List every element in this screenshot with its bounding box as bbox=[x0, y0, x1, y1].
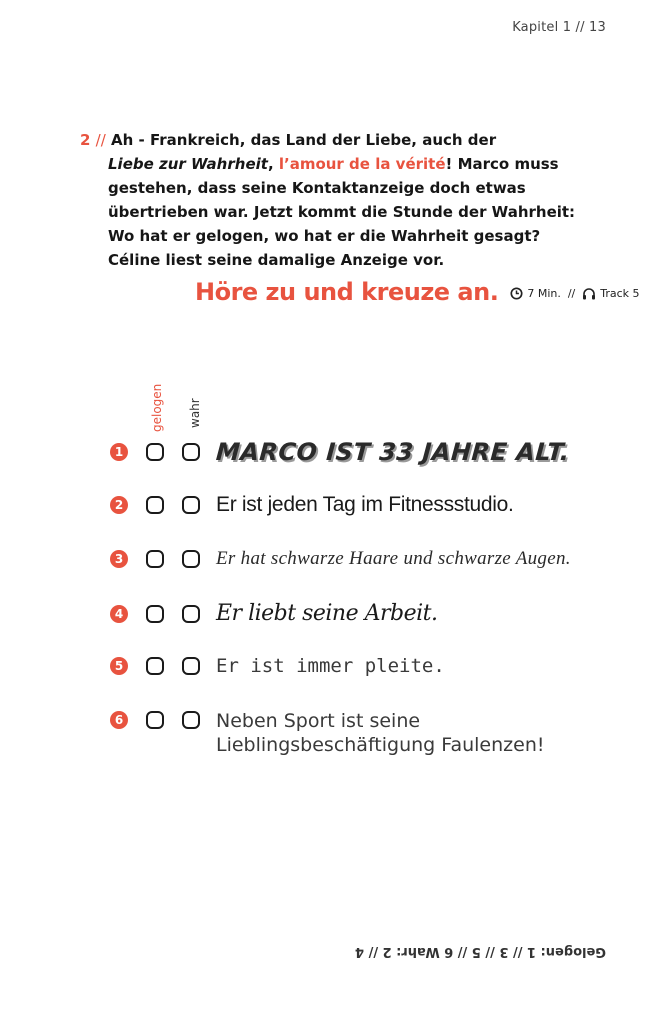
statement-text-6: Neben Sport ist seine Lieblingsbeschäftigung Faulenzen! bbox=[216, 710, 545, 756]
clock-icon bbox=[510, 287, 523, 300]
exercise-number: 2 bbox=[80, 131, 91, 149]
statement-row-1 bbox=[110, 438, 570, 466]
duration-label: 7 Min. bbox=[527, 287, 561, 300]
column-header-gelogen: gelogen bbox=[150, 383, 164, 432]
statement-text-4: Er liebt seine Arbeit. bbox=[216, 601, 438, 626]
statement-number-badge: 3 bbox=[110, 550, 128, 568]
answer-key: Gelogen: 1 // 3 // 5 // 6 Wahr: 2 // 4 bbox=[354, 944, 606, 959]
intro-comma: , bbox=[267, 155, 279, 173]
statement-row-2 bbox=[110, 493, 514, 517]
intro-line-4: übertrieben war. Jetzt kommt die Stunde der Wahrheit: bbox=[108, 203, 576, 221]
statement-row-3 bbox=[110, 548, 571, 570]
checkbox-wahr-3[interactable] bbox=[182, 550, 200, 568]
statement-text-5: Er ist immer pleite. bbox=[216, 655, 445, 677]
statement-row-5 bbox=[110, 655, 445, 677]
statement-text-3: Er hat schwarze Haare und schwarze Augen. bbox=[216, 548, 571, 569]
checkbox-gelogen-3[interactable] bbox=[146, 550, 164, 568]
chapter-label: Kapitel 1 // 13 bbox=[512, 20, 606, 35]
intro-line-5: Wo hat er gelogen, wo hat er die Wahrheit gesagt? bbox=[108, 227, 541, 245]
checkbox-gelogen-2[interactable] bbox=[146, 496, 164, 514]
column-header-wahr: wahr bbox=[188, 398, 202, 428]
intro-line-3: gestehen, dass seine Kontaktanzeige doch etwas bbox=[108, 179, 526, 197]
statement-number-badge: 4 bbox=[110, 605, 128, 623]
checkbox-wahr-4[interactable] bbox=[182, 605, 200, 623]
statement-number-badge: 5 bbox=[110, 657, 128, 675]
statement-number-badge: 2 bbox=[110, 496, 128, 514]
checkbox-wahr-5[interactable] bbox=[182, 657, 200, 675]
intro-line-1 bbox=[80, 128, 550, 152]
statement-number-badge: 1 bbox=[110, 443, 128, 461]
intro-paragraph bbox=[80, 128, 576, 272]
intro-italic-phrase: Liebe zur Wahrheit bbox=[108, 155, 268, 173]
checkbox-gelogen-4[interactable] bbox=[146, 605, 164, 623]
checkbox-wahr-2[interactable] bbox=[182, 496, 200, 514]
checkbox-gelogen-1[interactable] bbox=[146, 443, 164, 461]
checkbox-wahr-6[interactable] bbox=[182, 711, 200, 729]
checkbox-gelogen-6[interactable] bbox=[146, 711, 164, 729]
intro-text-1: Ah - Frankreich, das Land der Liebe, auch der bbox=[111, 131, 497, 149]
instruction-row bbox=[195, 278, 640, 306]
intro-text-2: ! Marco muss bbox=[445, 155, 559, 173]
statement-text-2: Er ist jeden Tag im Fitnessstudio. bbox=[216, 493, 514, 516]
audio-meta bbox=[510, 287, 639, 300]
checkbox-wahr-1[interactable] bbox=[182, 443, 200, 461]
intro-french-phrase: l’amour de la vérité bbox=[278, 155, 446, 173]
headphones-icon bbox=[582, 287, 596, 300]
statement-number-badge: 6 bbox=[110, 711, 128, 729]
intro-line-6: Céline liest seine damalige Anzeige vor. bbox=[108, 251, 445, 269]
statement-text-1: MARCO IST 33 JAHRE ALT. bbox=[215, 438, 571, 466]
intro-separator: // bbox=[95, 131, 106, 149]
statement-row-6 bbox=[110, 709, 616, 757]
instruction-heading: Höre zu und kreuze an. bbox=[195, 278, 499, 306]
intro-line-2 bbox=[80, 152, 559, 176]
track-label: Track 5 bbox=[600, 287, 640, 300]
statement-row-4 bbox=[110, 601, 437, 626]
checkbox-gelogen-5[interactable] bbox=[146, 657, 164, 675]
meta-separator: // bbox=[567, 287, 576, 300]
